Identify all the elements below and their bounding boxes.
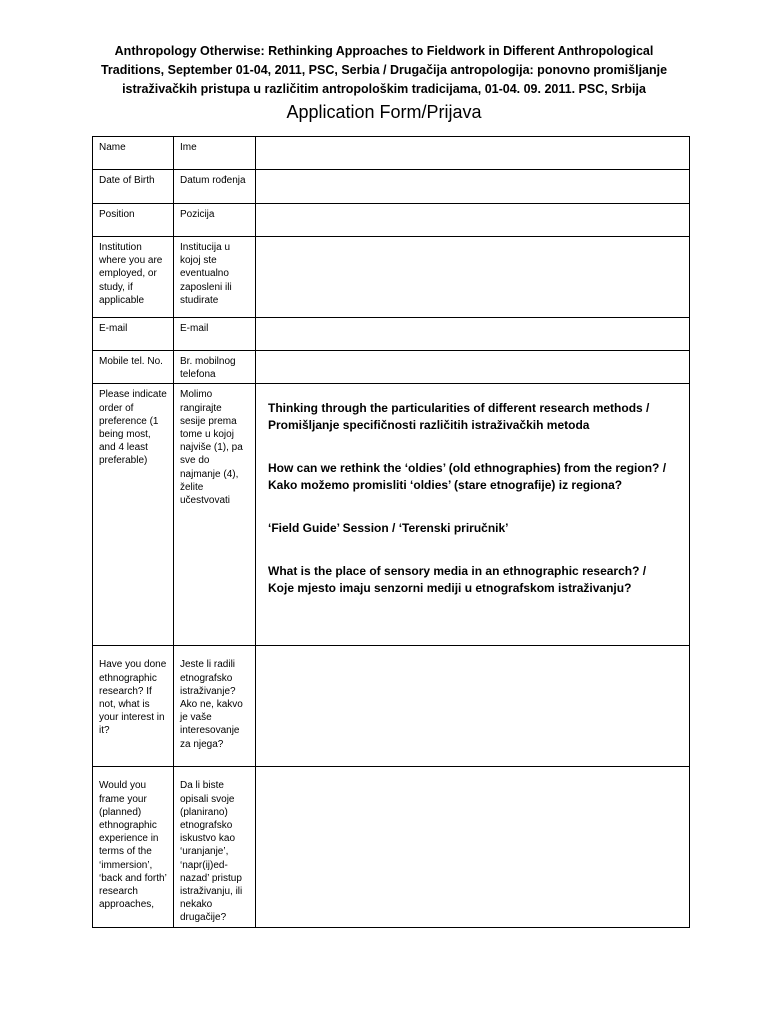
label-sr: E-mail: [174, 318, 256, 351]
row-mobile: [93, 351, 690, 384]
label-sr: Da li biste opisali svoje (planirano) etnografsko iskustvo kao ‘uranjanje’, ‘napr(ij)ed-nazad’ pristup istraživanju, ili nekako drugačije?: [174, 767, 256, 927]
label-en: Would you frame your (planned) ethnographic experience in terms of the ‘immersion’, ‘back and forth’ research approaches,: [93, 767, 174, 927]
session-item: [268, 520, 677, 537]
institution-answer-field[interactable]: [256, 237, 690, 318]
name-answer-field[interactable]: [256, 137, 690, 170]
mobile-answer-field[interactable]: [256, 351, 690, 384]
label-en: Have you done ethnographic research? If not, what is your interest in it?: [93, 646, 174, 767]
label-sr: Ime: [174, 137, 256, 170]
label-en: Institution where you are employed, or study, if applicable: [93, 237, 174, 318]
label-sr: Datum rođenja: [174, 170, 256, 204]
row-date-of-birth: [93, 170, 690, 204]
label-sr: Jeste li radili etnografsko istraživanje? Ako ne, kakvo je vaše interesovanje za njega?: [174, 646, 256, 767]
label-en: Position: [93, 204, 174, 237]
session-title-sr: Promišljanje specifičnosti različitih istraživačkih metoda: [268, 418, 590, 433]
session-title-en: What is the place of sensory media in an ethnographic research? /: [268, 564, 647, 579]
conference-title-line-3: istraživačkih pristupa u različitim antropološkim tradicijama, 01-04. 09. 2011. PSC, Srbija: [122, 82, 646, 96]
session-item: [268, 460, 677, 494]
research-approach-answer-field[interactable]: [256, 767, 690, 927]
ethnographic-research-answer-field[interactable]: [256, 646, 690, 767]
label-en: Mobile tel. No.: [93, 351, 174, 384]
label-sr: Pozicija: [174, 204, 256, 237]
application-form-table: [92, 136, 690, 928]
row-research-approach: [93, 767, 690, 927]
session-item: [268, 563, 677, 597]
conference-title-line-1: Anthropology Otherwise: Rethinking Approaches to Fieldwork in Different Anthropological: [114, 44, 654, 58]
email-answer-field[interactable]: [256, 318, 690, 351]
date-of-birth-answer-field[interactable]: [256, 170, 690, 204]
label-en: E-mail: [93, 318, 174, 351]
label-en: Date of Birth: [93, 170, 174, 204]
label-sr: Institucija u kojoj ste eventualno zaposleni ili studirate: [174, 237, 256, 318]
label-en: Name: [93, 137, 174, 170]
session-title-en: Thinking through the particularities of different research methods /: [268, 401, 650, 416]
row-session-preference: [93, 384, 690, 646]
session-preference-field[interactable]: [256, 384, 690, 646]
label-sr: Molimo rangirajte sesije prema tome u kojoj najviše (1), pa sve do najmanje (4), želite učestvovati: [174, 384, 256, 646]
row-name: [93, 137, 690, 170]
session-list: [262, 388, 683, 597]
document-header: [0, 42, 768, 125]
row-institution: [93, 237, 690, 318]
row-ethnographic-research: [93, 646, 690, 767]
session-title-en: How can we rethink the ‘oldies’ (old ethnographies) from the region? /: [268, 461, 667, 476]
session-title-sr: Kako možemo promisliti ‘oldies’ (stare etnografije) iz regiona?: [268, 478, 623, 493]
label-en: Please indicate order of preference (1 being most, and 4 least preferable): [93, 384, 174, 646]
position-answer-field[interactable]: [256, 204, 690, 237]
label-sr: Br. mobilnog telefona: [174, 351, 256, 384]
row-position: [93, 204, 690, 237]
conference-title-line-2: Traditions, September 01-04, 2011, PSC, Serbia / Drugačija antropologija: ponovno promišljanje: [100, 63, 668, 77]
row-email: [93, 318, 690, 351]
form-title: Application Form/Prijava: [286, 102, 482, 122]
session-title-sr: Koje mjesto imaju senzorni mediji u etnografskom istraživanju?: [268, 581, 632, 596]
session-item: [268, 400, 677, 434]
session-title: ‘Field Guide’ Session / ‘Terenski priručnik’: [268, 521, 509, 536]
